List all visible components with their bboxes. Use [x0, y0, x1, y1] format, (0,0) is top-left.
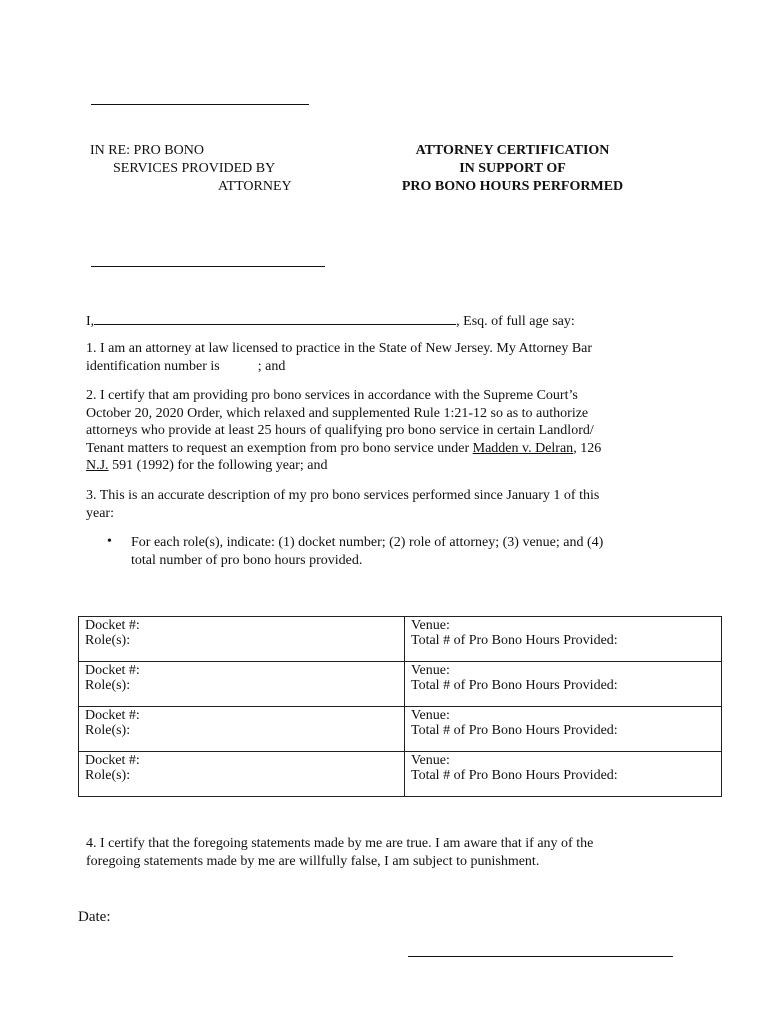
- caption-blank-line[interactable]: [91, 266, 325, 267]
- role-label: Role(s):: [85, 723, 131, 738]
- attorney-name-field[interactable]: [94, 311, 456, 325]
- venue-hours-cell[interactable]: [405, 662, 722, 707]
- paragraph-4: [86, 835, 656, 870]
- caption-left-line-2: SERVICES PROVIDED BY: [113, 161, 276, 176]
- table-row: [79, 752, 722, 797]
- para2-line-3: attorneys who provide at least 25 hours of qualifying pro bono service in certain Landlord/: [86, 423, 594, 438]
- para1-line-2-suffix: ; and: [257, 358, 286, 374]
- para2-line-1: 2. I certify that am providing pro bono services in accordance with the Supreme Court’s: [86, 388, 578, 403]
- pro-bono-roles-table: [78, 616, 722, 797]
- venue-hours-cell[interactable]: [405, 707, 722, 752]
- paragraph-1: [86, 340, 656, 375]
- caption-left-line-1: IN RE: PRO BONO: [90, 143, 204, 158]
- para4-line-1: 4. I certify that the foregoing statements made by me are true. I am aware that if any of the: [86, 836, 594, 851]
- docket-label: Docket #:: [85, 708, 140, 723]
- paragraph-2: [86, 387, 656, 475]
- docket-label: Docket #:: [85, 753, 140, 768]
- para2-line-4: [86, 440, 656, 458]
- intro-suffix: , Esq. of full age say:: [456, 314, 575, 329]
- para2-line-2: October 20, 2020 Order, which relaxed and supplemented Rule 1:21-12 so as to authorize: [86, 405, 589, 421]
- bullet-text: [131, 534, 651, 570]
- top-blank-line[interactable]: [91, 104, 309, 105]
- bullet-line-2: total number of pro bono hours provided.: [131, 553, 363, 568]
- para2-line-5-suffix: 591 (1992) for the following year; and: [108, 458, 328, 473]
- case-name: Madden v. Delran: [472, 440, 574, 456]
- role-label: Role(s):: [85, 633, 131, 648]
- intro-line: [86, 311, 656, 331]
- title-line-3: PRO BONO HOURS PERFORMED: [401, 179, 624, 194]
- para1-line-1: 1. I am an attorney at law licensed to practice in the State of New Jersey. My Attorney Bar: [86, 341, 593, 356]
- case-volume: , 126: [573, 440, 602, 456]
- para3-line-1: 3. This is an accurate description of my pro bono services performed since January 1 of this: [86, 488, 600, 503]
- venue-label: Venue:: [411, 753, 450, 768]
- hours-label: Total # of Pro Bono Hours Provided:: [411, 768, 618, 783]
- para3-line-2: year:: [86, 505, 114, 521]
- bullet-line-1: For each role(s), indicate: (1) docket number; (2) role of attorney; (3) venue; and (4): [131, 535, 604, 550]
- docket-role-cell[interactable]: [79, 617, 405, 662]
- venue-label: Venue:: [411, 663, 450, 678]
- intro-prefix: I,: [86, 314, 95, 329]
- table-row: [79, 662, 722, 707]
- paragraph-3: [86, 487, 656, 522]
- para1-line-2-prefix: identification number is: [86, 358, 220, 374]
- hours-label: Total # of Pro Bono Hours Provided:: [411, 633, 618, 648]
- table-row: [79, 617, 722, 662]
- caption-left-line-3: ATTORNEY: [218, 179, 292, 194]
- para2-line-5: [86, 457, 656, 475]
- hours-label: Total # of Pro Bono Hours Provided:: [411, 723, 618, 738]
- caption-left: [90, 142, 300, 196]
- role-label: Role(s):: [85, 768, 131, 783]
- para1-line-2: [86, 358, 656, 376]
- date-label: Date:: [78, 909, 111, 925]
- docket-role-cell[interactable]: [79, 662, 405, 707]
- title-line-2: IN SUPPORT OF: [459, 161, 566, 176]
- venue-hours-cell[interactable]: [405, 617, 722, 662]
- para4-line-2: foregoing statements made by me are willfully false, I am subject to punishment.: [86, 853, 540, 869]
- para2-line-4-prefix: Tenant matters to request an exemption from pro bono service under: [86, 440, 470, 456]
- reporter-abbrev: N.J.: [86, 458, 109, 473]
- table-row: [79, 707, 722, 752]
- venue-hours-cell[interactable]: [405, 752, 722, 797]
- document-title: [380, 142, 645, 196]
- signature-line[interactable]: [408, 956, 673, 957]
- docket-label: Docket #:: [85, 663, 140, 678]
- title-line-1: ATTORNEY CERTIFICATION: [415, 143, 610, 158]
- docket-role-cell[interactable]: [79, 752, 405, 797]
- hours-label: Total # of Pro Bono Hours Provided:: [411, 678, 618, 693]
- bullet-icon: •: [107, 534, 112, 549]
- docket-role-cell[interactable]: [79, 707, 405, 752]
- role-label: Role(s):: [85, 678, 131, 693]
- venue-label: Venue:: [411, 708, 450, 723]
- venue-label: Venue:: [411, 618, 450, 633]
- docket-label: Docket #:: [85, 618, 140, 633]
